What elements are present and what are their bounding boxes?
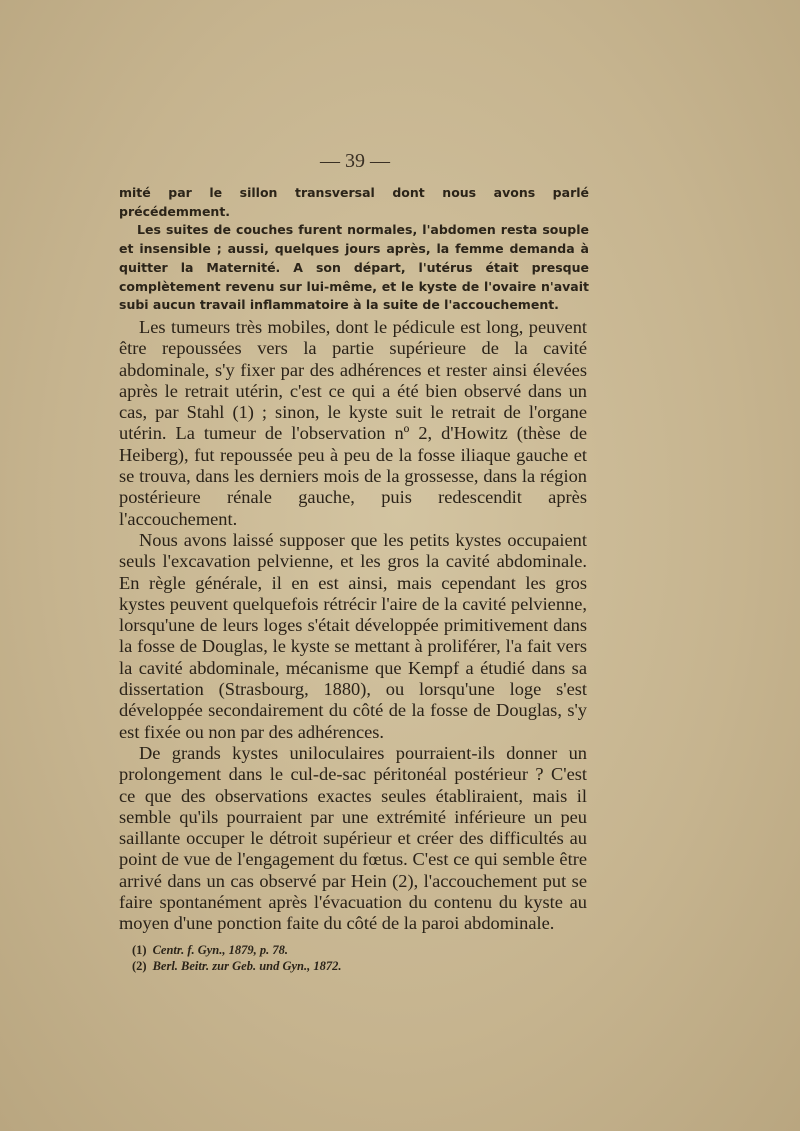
body-paragraph: Les tumeurs très mobiles, dont le pédicule est long, peuvent être repoussées vers la partie supérieure de la cavité abdominale, s'y fixer par des adhérences et rester ainsi élevées après le retrait utérin, c'est ce qui a été bien observé dans un cas, par Stahl (1) ; sinon, le kyste suit le retrait de l'organe utérin. La tumeur de l'observation nº 2, d'Howitz (thèse de Heiberg), fut repoussée peu à peu de la fosse iliaque gauche et se trouva, dans les derniers mois de la grossesse, dans la région postérieure rénale gauche, puis redescendit après l'accouchement. <box>119 317 587 529</box>
footnote-number: (2) <box>132 959 147 973</box>
body-paragraph: Nous avons laissé supposer que les petits kystes occupaient seuls l'excavation pelvienne, et les gros la cavité abdominale. En règle générale, il en est ainsi, mais cependant les gros kystes peuvent quelquefois rétrécir l'aire de la cavité pelvienne, lorsqu'une de leurs loges s'était développée primitivement dans la fosse de Douglas, le kyste se mettant à proliférer, l'a fait vers la cavité abdominale, mécanisme que Kempf a étudié dans sa dissertation (Strasbourg, 1880), ou lorsqu'une loge s'est développée secondairement du côté de la fosse de Douglas, s'y est fixée ou non par des adhérences. <box>119 529 587 742</box>
footnotes <box>132 942 552 974</box>
case-note <box>119 184 589 315</box>
footnote-number: (1) <box>132 943 147 957</box>
case-note-paragraph: mité par le sillon transversal dont nous avons parlé précédemment. <box>119 185 589 219</box>
footnote-text: Centr. f. Gyn., 1879, p. 78. <box>152 943 289 957</box>
page-number: — 39 — <box>320 150 390 172</box>
footnote <box>132 958 552 974</box>
case-note-paragraph: Les suites de couches furent normales, l'abdomen resta souple et insensible ; aussi, quelques jours après, la femme demanda à quitter la Maternité. A son départ, l'utérus était presque complètement revenu sur lui-même, et le kyste de l'ovaire n'avait subi aucun travail inflammatoire à la suite de l'accouchement. <box>119 222 589 313</box>
body-text <box>119 317 587 935</box>
footnote <box>132 942 552 958</box>
body-paragraph: De grands kystes uniloculaires pourraient-ils donner un prolongement dans le cul-de-sac péritonéal postérieur ? C'est ce que des observations exactes seules établiraient, mais il semble qu'ils pourraient par une extrémité inférieure un peu saillante occuper le détroit supérieur et créer des difficultés au point de vue de l'engagement du fœtus. C'est ce qui semble être arrivé dans un cas observé par Hein (2), l'accouchement put se faire spontanément après l'évacuation du contenu du kyste au moyen d'une ponction faite du côté de la paroi abdominale. <box>119 742 587 934</box>
footnote-text: Berl. Beitr. zur Geb. und Gyn., 1872. <box>152 959 342 973</box>
